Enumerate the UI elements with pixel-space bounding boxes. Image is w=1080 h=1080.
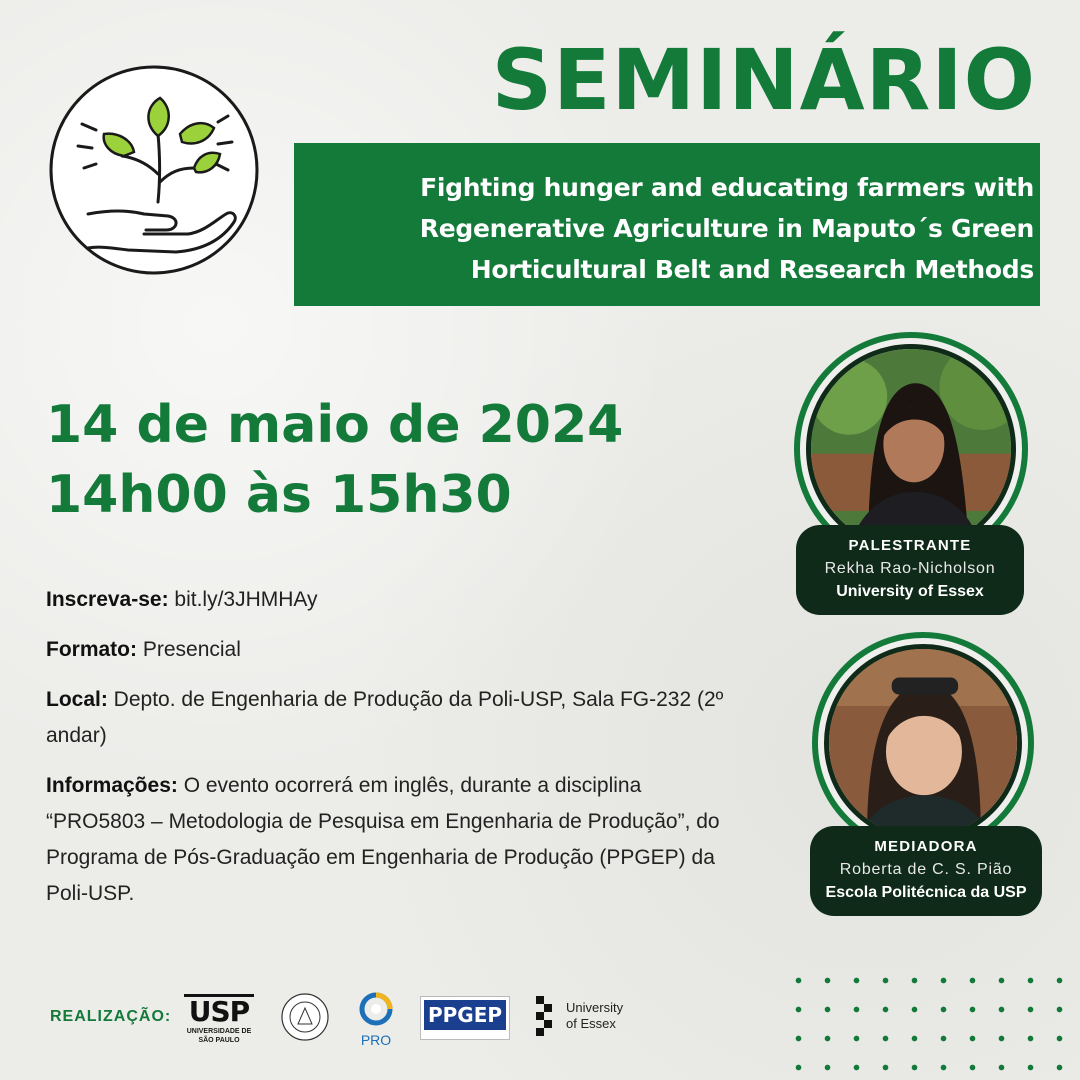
page-title: SEMINÁRIO bbox=[491, 31, 1036, 129]
moderator-name: Roberta de C. S. Pião bbox=[839, 861, 1013, 878]
date-time-block bbox=[46, 390, 623, 530]
location-label: Local: bbox=[46, 688, 108, 711]
usp-logo-subtext: UNIVERSIDADE DE bbox=[186, 1028, 252, 1035]
usp-logo-subtext: SÃO PAULO bbox=[198, 1037, 240, 1044]
info-details bbox=[46, 768, 746, 912]
poli-seal-logo bbox=[280, 992, 330, 1042]
moderator-institution: Escola Politécnica da USP bbox=[825, 884, 1027, 901]
details-value: O evento ocorrerá em inglês, durante a disciplina “PRO5803 – Metodologia de Pesquisa em Engenharia de Produção”, do Programa de Pós-Graduação em Engenharia de Produção (PPGEP) da Poli-USP. bbox=[46, 774, 720, 905]
usp-logo bbox=[184, 994, 254, 1048]
event-info bbox=[46, 582, 746, 926]
pro-logo-icon bbox=[356, 992, 396, 1026]
location-value: Depto. de Engenharia de Produção da Poli-USP, Sala FG-232 (2º andar) bbox=[46, 688, 724, 747]
seminar-title-line: Regenerative Agriculture in Maputo´s Green bbox=[419, 214, 1034, 243]
essex-logo-line2: of Essex bbox=[566, 1016, 616, 1031]
seminar-title-box bbox=[294, 143, 1040, 306]
plant-in-hand-icon bbox=[48, 64, 260, 276]
ppgep-logo bbox=[420, 996, 510, 1040]
registration-link[interactable]: bit.ly/3JHMHAy bbox=[168, 588, 318, 611]
format-value: Presencial bbox=[137, 638, 241, 661]
moderator-label bbox=[810, 826, 1042, 916]
event-time: 14h00 às 15h30 bbox=[46, 465, 512, 525]
pro-logo bbox=[356, 992, 396, 1046]
speaker-name: Rekha Rao-Nicholson bbox=[824, 560, 996, 577]
essex-logo-text bbox=[566, 1000, 623, 1032]
speaker-photo bbox=[806, 344, 1016, 554]
moderator-photo bbox=[824, 644, 1022, 842]
speaker-label bbox=[796, 525, 1024, 615]
footer-sponsors bbox=[50, 990, 650, 1050]
moderator-role: MEDIADORA bbox=[874, 838, 978, 855]
info-format bbox=[46, 632, 746, 668]
seminar-title-line: Horticultural Belt and Research Methods bbox=[470, 255, 1034, 284]
speaker-institution: University of Essex bbox=[836, 583, 984, 600]
essex-logo-icon bbox=[536, 996, 558, 1040]
registration-label: Inscreva-se: bbox=[46, 588, 169, 611]
seminar-title-line: Fighting hunger and educating farmers with bbox=[420, 173, 1034, 202]
ppgep-logo-text: PPGEP bbox=[424, 1000, 506, 1030]
event-date: 14 de maio de 2024 bbox=[46, 395, 624, 455]
info-registration bbox=[46, 582, 746, 618]
essex-logo-line1: University bbox=[566, 1000, 624, 1015]
speaker-role: PALESTRANTE bbox=[848, 537, 972, 554]
details-label: Informações: bbox=[46, 774, 178, 797]
pro-logo-text: PRO bbox=[360, 1032, 392, 1048]
info-location bbox=[46, 682, 746, 754]
decorative-dot-grid bbox=[784, 966, 1074, 1076]
realizacao-label: REALIZAÇÃO: bbox=[50, 1008, 172, 1025]
usp-logo-text: USP bbox=[184, 994, 254, 1027]
format-label: Formato: bbox=[46, 638, 137, 661]
